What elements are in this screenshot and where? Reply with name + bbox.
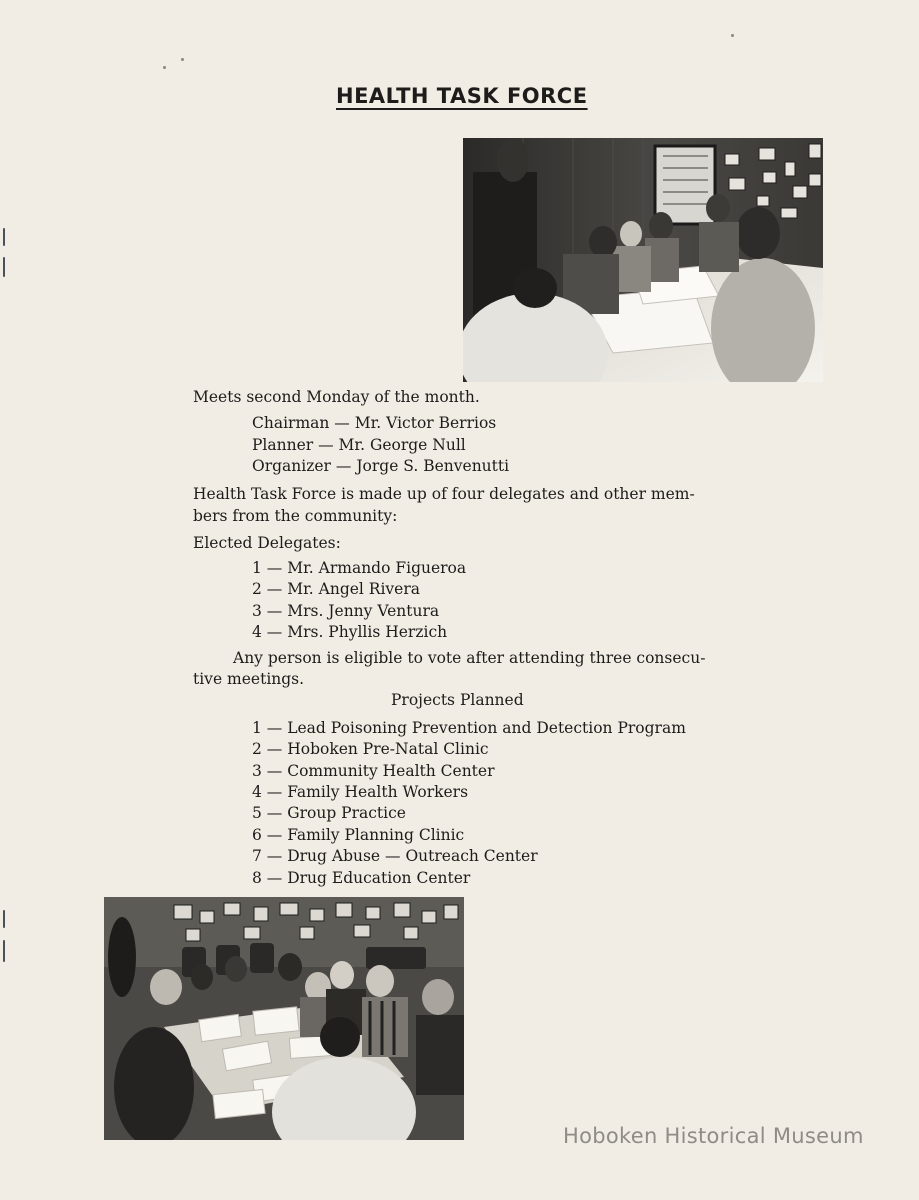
meeting-photo-top (463, 138, 823, 382)
binding-mark (3, 257, 5, 277)
composition-line-2: bers from the community: (193, 507, 398, 525)
project-item: 5 — Group Practice (252, 804, 406, 822)
paper-speck (163, 66, 166, 69)
project-item: 1 — Lead Poisoning Prevention and Detection Program (252, 719, 686, 737)
museum-watermark: Hoboken Historical Museum (563, 1124, 864, 1148)
meeting-schedule: Meets second Monday of the month. (193, 388, 480, 406)
project-item: 2 — Hoboken Pre-Natal Clinic (252, 740, 489, 758)
project-item: 8 — Drug Education Center (252, 869, 471, 887)
eligibility-line-1: Any person is eligible to vote after attending three consecu- (233, 649, 706, 667)
delegate-item: 3 — Mrs. Jenny Ventura (252, 602, 440, 620)
officer-organizer: Organizer — Jorge S. Benvenutti (252, 457, 510, 475)
projects-heading: Projects Planned (391, 691, 524, 709)
binding-mark (3, 940, 5, 962)
delegate-item: 4 — Mrs. Phyllis Herzich (252, 623, 448, 641)
meeting-photo-bottom (104, 897, 464, 1140)
paper-speck (731, 34, 734, 37)
delegate-item: 2 — Mr. Angel Rivera (252, 580, 421, 598)
delegates-heading: Elected Delegates: (193, 534, 341, 552)
officer-chairman: Chairman — Mr. Victor Berrios (252, 414, 497, 432)
page-title: HEALTH TASK FORCE (336, 84, 588, 108)
project-item: 3 — Community Health Center (252, 762, 495, 780)
project-item: 6 — Family Planning Clinic (252, 826, 465, 844)
binding-mark (3, 910, 5, 928)
project-item: 4 — Family Health Workers (252, 783, 469, 801)
delegate-item: 1 — Mr. Armando Figueroa (252, 559, 467, 577)
eligibility-line-2: tive meetings. (193, 670, 305, 688)
binding-mark (3, 228, 5, 246)
project-item: 7 — Drug Abuse — Outreach Center (252, 847, 538, 865)
composition-line-1: Health Task Force is made up of four delegates and other mem- (193, 485, 695, 503)
officer-planner: Planner — Mr. George Null (252, 436, 466, 454)
paper-speck (181, 58, 184, 61)
